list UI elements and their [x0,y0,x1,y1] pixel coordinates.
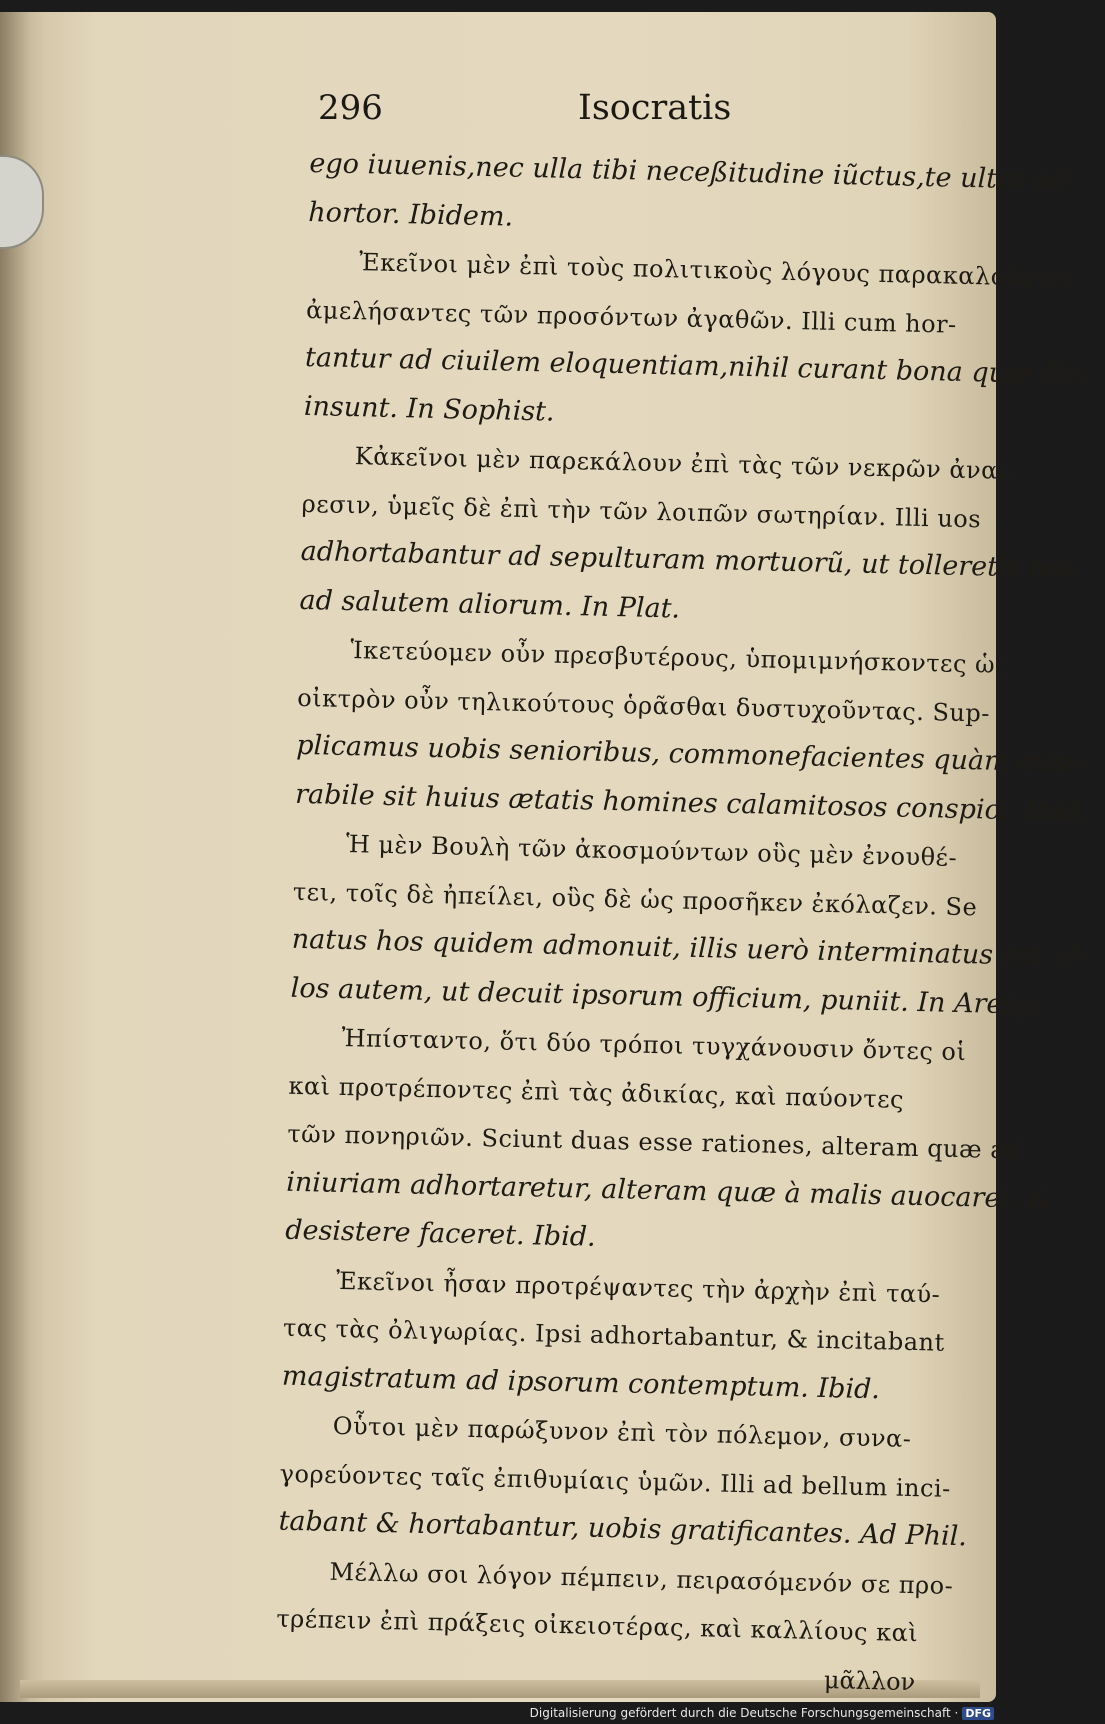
text-line: τας τὰς ὀλιγωρίας. Ipsi adhortabantur, & incitabant [282,1313,945,1357]
text-line: iniuriam adhortaretur, alteram quæ à malis auocaret, & [286,1166,1053,1215]
page-number: 296 [318,88,383,128]
text-line: καὶ προτρέποντες ἐπὶ τὰς ἀδικίας, καὶ παύοντες [288,1071,905,1114]
text-line: ρεσιν, ὑμεῖς δὲ ἐπὶ τὴν τῶν λοιπῶν σωτηρίαν. Illi uos [301,489,982,533]
dfg-logo: DFG [962,1707,994,1720]
text-line: Ἐκεῖνοι ἦσαν προτρέψαντες τὴν ἀρχὴν ἐπὶ ταύ- [335,1266,941,1309]
text-line: Κἀκεῖνοι μὲν παρεκάλουν ἐπὶ τὰς τῶν νεκρῶν ἀναί- [354,442,1017,486]
text-line: ad salutem aliorum. In Plat. [299,584,681,625]
page-gutter [0,12,30,1702]
text-line: magistratum ad ipsorum contemptum. Ibid. [281,1360,881,1405]
text-line: insunt. In Sophist. [303,390,555,428]
running-title: Isocratis [578,88,732,128]
text-line: τρέπειν ἐπὶ πράξεις οἰκειοτέρας, καὶ καλλίους καὶ [276,1604,919,1648]
text-line: γορεύοντες ταῖς ἐπιθυμίαις ὑμῶν. Illi ad bellum inci- [279,1459,952,1503]
text-line: Ἠπίσταντο, ὅτι δύο τρόποι τυγχάνουσιν ὄντες οἱ [341,1023,967,1067]
text-line: los autem, ut decuit ipsorum officium, puniit. In Areop. [290,972,1045,1021]
text-line: Ἱκετεύομεν οὖν πρεσβυτέρους, ὑπομιμνήσκοντες ὡς [350,636,1010,679]
text-line: τει, τοῖς δὲ ἠπείλει, οὓς δὲ ὡς προσῆκεν ἐκόλαζεν. Se [292,877,978,921]
text-line: Ἡ μὲν Βουλὴ τῶν ἀκοσμούντων οὓς μὲν ἐνουθέ- [345,830,958,872]
text-line: rabile sit huius ætatis homines calamitosos conspici. Ibid. [294,778,1089,828]
text-line: Μέλλω σοι λόγον πέμπειν, πειρασόμενόν σε προ- [329,1557,954,1600]
text-line: Ἐκεῖνοι μὲν ἐπὶ τοὺς πολιτικοὺς λόγους παρακαλοῦντες, [358,248,1085,293]
footer-text: Digitalisierung gefördert durch die Deutsche Forschungsgemeinschaft · [529,1706,959,1720]
digitization-footer [0,1706,994,1720]
text-line: tantur ad ciuilem eloquentiam,nihil curant bona quæ illis [304,341,1089,391]
text-line: τῶν πονηριῶν. Sciunt duas esse rationes, alteram quæ ad [287,1119,1022,1165]
text-line: adhortabantur ad sepulturam mortuorũ, ut tolleretis nos [300,535,1077,585]
text-line: plicamus uobis senioribus, commonefacientes quàm mise- [295,729,1092,779]
text-line: tabant & hortabantur, uobis gratificantes. Ad Phil. [278,1505,968,1553]
text-line: desistere faceret. Ibid. [284,1214,596,1253]
text-line: ἀμελήσαντες τῶν προσόντων ἀγαθῶν. Illi cum hor- [305,295,958,339]
body-text [275,140,1092,1707]
text-line: Οὗτοι μὲν παρώξυνον ἐπὶ τὸν πόλεμον, συνα- [332,1411,912,1453]
text-line: ego iuuenis,nec ulla tibi neceßitudine iũctus,te ultrò ad- [309,147,1078,197]
text-line: natus hos quidem admonuit, illis uerò interminatus est: il- [291,923,1087,973]
text-line: hortor. Ibidem. [308,196,514,233]
catchword: μᾶλλον [823,1665,916,1696]
text-line: οἰκτρὸν οὖν τηλικούτους ὁρᾶσθαι δυστυχοῦντας. Sup- [297,683,991,728]
